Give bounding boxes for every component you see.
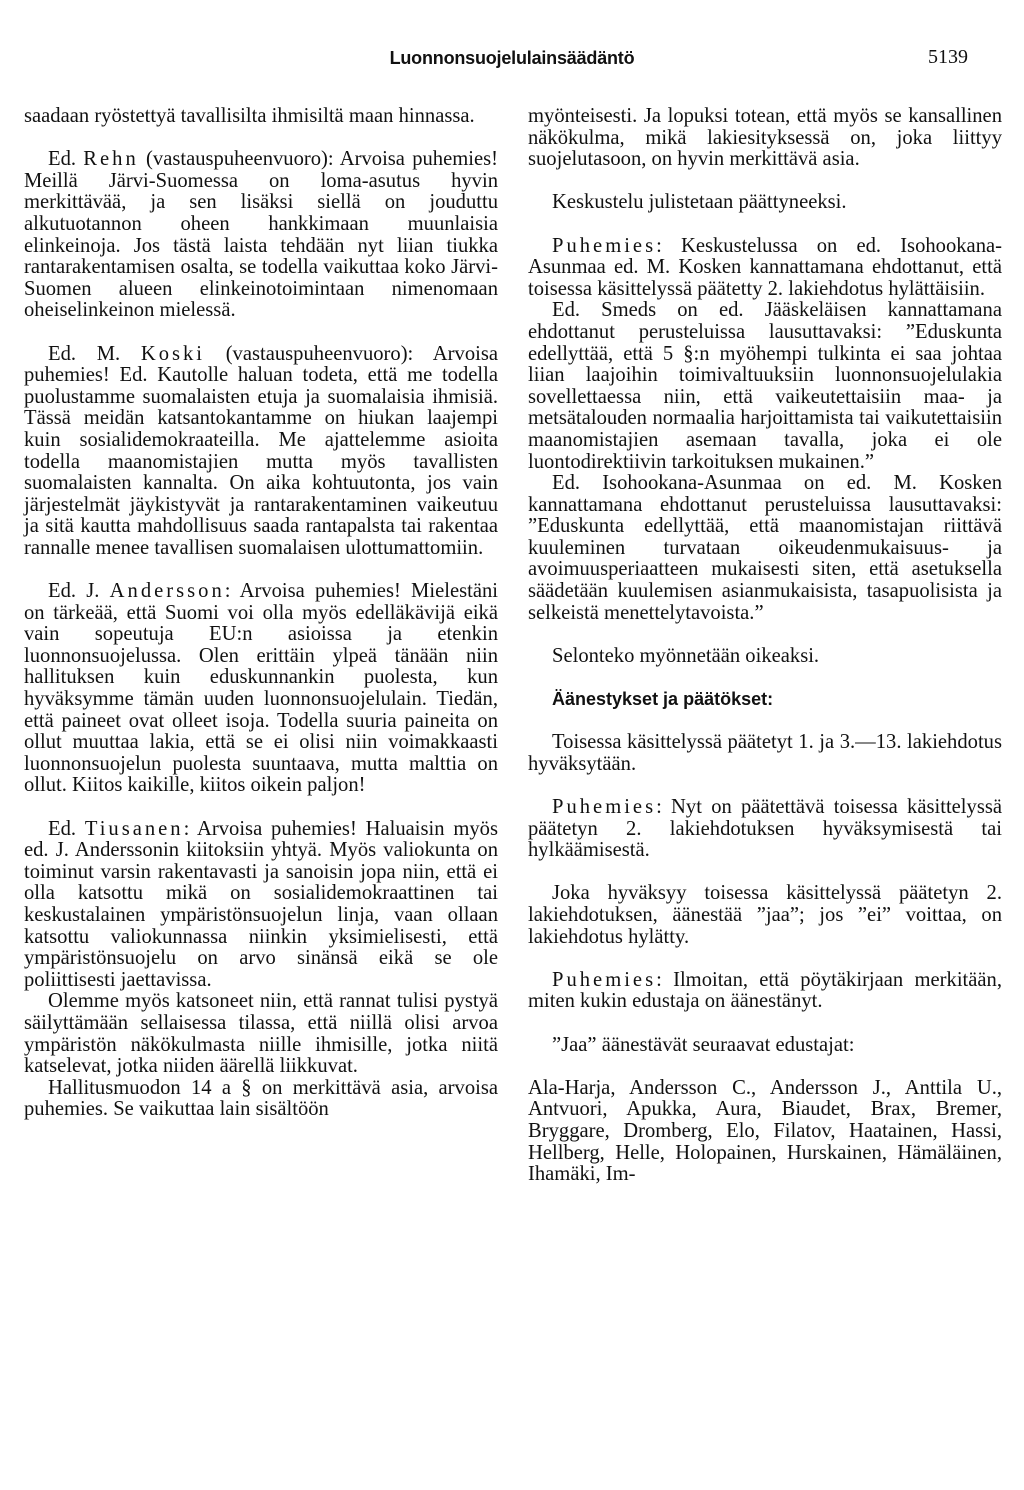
paragraph: Toisessa käsittelyssä päätetyt 1. ja 3.—13. lakiehdotus hyväksytään. [528,731,1002,775]
speaker-name: Koski [140,342,206,365]
paragraph: Ed. Smeds on ed. Jääskeläisen kannattamana ehdottanut perusteluissa lausuttavaksi: ”Eduskunta edellyttää, että 5 §:n myöhempi tulkinta ei saa johtaa liian laajoihin toimivaltuuksiin luonnonsuojelulakia sovellettaessa niin, että vaikeutettaisiin maa- ja metsätalouden normaalia harjoittamista tai vaikutettaisiin maanomistajien asemaan tavalla, joka ei ole luontodirektiivin tarkoituksen mukainen.” [528,299,1002,473]
speech-text: : Keskustelussa on ed. Isohookana-Asunmaa ed. M. Kosken kannattamana ehdottanut, että toisessa käsittelyssä päätetty 2. lakiehdotus hylättäisiin. [528,234,1002,300]
speech-rehn [24,149,498,322]
right-column [528,106,1002,1186]
speaker-name: Puhemies [552,234,657,257]
paragraph: Keskustelu julistetaan päättyneeksi. [552,191,847,214]
paragraph: ”Jaa” äänestävät seuraavat edustajat: [552,1033,855,1056]
speech-puhemies [528,236,1002,301]
speaker-name: Tiusanen [84,817,184,840]
paragraph: Selonteko myönnetään oikeaksi. [552,644,820,667]
speaker-name: Puhemies [552,968,657,991]
paragraph: myönteisesti. Ja lopuksi totean, että myös se kansallinen näkökulma, mikä lakiesityksessä on, joka liittyy suojelutasoon, on hyvin merkittävä asia. [528,105,1002,171]
speech-koski [24,344,498,560]
speaker-name: Rehn [83,148,139,171]
speech-prefix: Ed. [48,817,85,840]
speech-text: : Ilmoitan, että pöytäkirjaan merkitään, miten kukin edustaja on äänestänyt. [528,968,1002,1013]
speech-prefix: Ed. J. [48,580,110,603]
left-column [24,106,498,1121]
section-heading: Äänestykset ja päätökset: [552,689,774,710]
running-header: Luonnonsuojelulainsäädäntö [389,48,635,68]
paragraph: Ed. Isohookana-Asunmaa on ed. M. Kosken kannattamana ehdottanut perusteluissa lausuttavaksi: ”Eduskunta edellyttää, että maanomistajan riittävä kuuleminen turvataan oikeudenmukaisuus- ja avoimuusperiaatteen mukaisesti siten, että asetuksella säädetään kuulemisen asianmukaisista, tasapuolisista ja selkeistä menettelytavoista.” [528,472,1002,624]
paragraph: Hallitusmuodon 14 a § on merkittävä asia, arvoisa puhemies. Se vaikuttaa lain sisältöön [24,1076,498,1121]
speech-andersson [24,581,498,797]
paragraph: Joka hyväksyy toisessa käsittelyssä päätetyn 2. lakiehdotuksen, äänestää ”jaa”; jos ”ei” voittaa, on lakiehdotus hylätty. [528,882,1002,948]
speech-puhemies [528,970,1002,1013]
speech-text: : Arvoisa puhemies! Mielestäni on tärkeää, että Suomi voi olla myös edelläkävijä eikä vain sopeutuja EU:n asioissa ja etenkin luonnonsuojelussa. Olen erittäin ylpeä tänään niin hallituksen kuin eduskunnankin puolesta, kun hyväksymme tämän uuden luonnonsuojelulain. Tiedän, että paineet ovat olleet isoja. Todella suuria paineita on ollut muuttaa lakia, että se ei olisi niin voimakkaasti luonnonsuojelun puolesta suuntaava, mutta malttia on ollut. Kiitos kaikille, kiitos oikein paljon! [24,580,498,797]
speech-text: (vastauspuheenvuoro): Arvoisa puhemies! Ed. Kautolle haluan todeta, että me todella puolustamme suomalaisten etuja ja suomalaisia ihmisiä. Tässä meidän katsantokantamme on hiukan laajempi kuin sosialidemokraateilla. Me ajattelemme asioita todella maanomistajien mutta myös tavallisten suomalaisten kannalta. On aika kohtuutonta, jos vain järjestelmät jäykistyvät ja rantarakentaminen vaikeutuu ja sitä kautta mahdollisuus saada rantapalsta tai rakentaa rannalle menee tavallisen suomalaisen ulottumattomiin. [24,342,499,559]
speech-puhemies [528,797,1002,862]
speech-prefix: Ed. M. [48,342,141,365]
speech-text: : Arvoisa puhemies! Haluaisin myös ed. J. Anderssonin kiitoksiin yhtyä. Myös valiokunta on toiminut varsin rakentavasti ja sanoisin jopa niin, että ei olla katsottu mikä on sosialidemokraattinen tai keskustalainen ympäristönsuojelun linja, vaan ollaan katsottu valiokunnassa niinkin yksimielisesti, että ympäristönsuojelu on arvo sinänsä eikä se ole poliittisesti jaettavissa. [24,817,498,991]
speaker-name: Puhemies [552,796,657,818]
speech-tiusanen [24,819,498,992]
speech-text: : Nyt on päätettävä toisessa käsittelyssä päätetyn 2. lakiehdotuksen hyväksymisestä tai hylkäämisestä. [528,796,1002,862]
page-number: 5139 [928,46,968,68]
speaker-name: Andersson [109,580,225,603]
speech-text: (vastauspuheenvuoro): Arvoisa puhemies! Meillä Järvi-Suomessa on loma-asutus hyvin merkittävää, ja sen lisäksi siellä on jouduttu alkutuotannon oheen hankkimaan muunlaisia elinkeinoja. Jos tästä laista tehdään nyt liian tiukka rantarakentamisen osalta, se todella vaikuttaa koko Järvi-Suomen alueen elinkeinotoimintaan nimenomaan oheiselinkeinon mielessä. [24,148,498,322]
speech-prefix: Ed. [48,148,84,171]
paragraph: Olemme myös katsoneet niin, että rannat tulisi pystyä säilyttämään sellaisessa tilassa, että niillä olisi arvoa ympäristön näkökulmasta niille ihmisille, jotka niitä katselevat, jotka niiden äärellä liikkuvat. [24,990,498,1078]
paragraph: saadaan ryöstettyä tavallisilta ihmisiltä maan hinnassa. [24,105,475,127]
paragraph: Ala-Harja, Andersson C., Andersson J., Anttila U., Antvuori, Apukka, Aura, Biaudet, Brax, Bremer, Bryggare, Dromberg, Elo, Filatov, Haatainen, Hassi, Hellberg, Helle, Holopainen, Hurskainen, Hämäläinen, Ihamäki, Im- [528,1076,1002,1186]
